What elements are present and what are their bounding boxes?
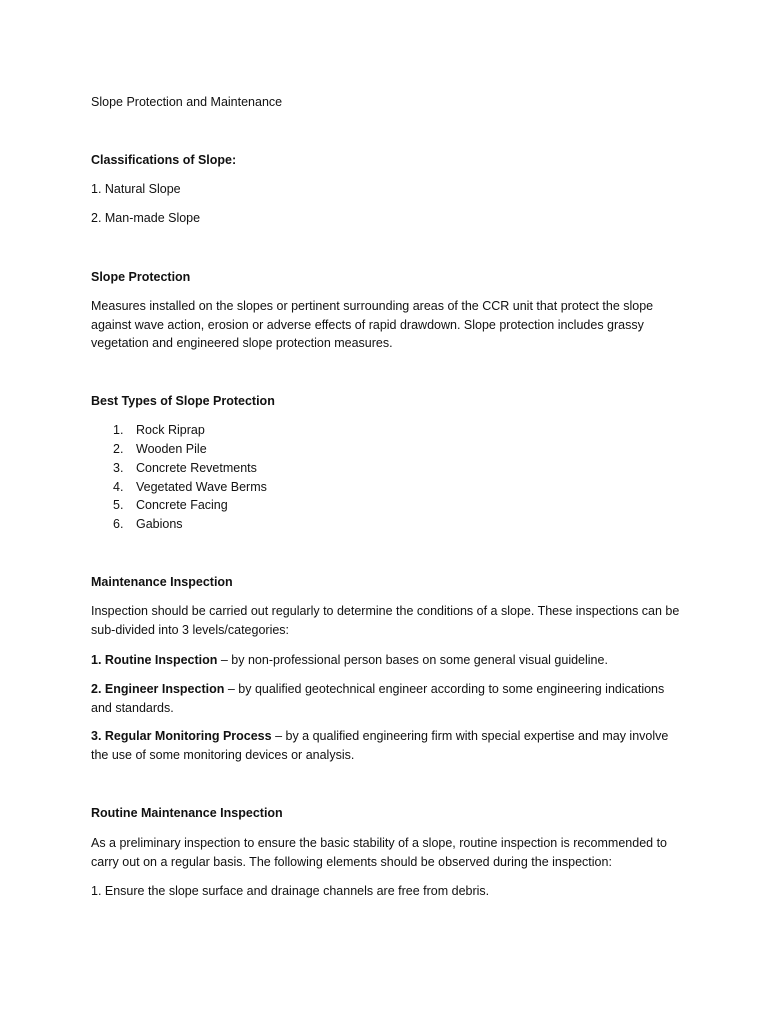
classifications-heading: Classifications of Slope: (91, 153, 237, 167)
maintenance-inspection-heading: Maintenance Inspection (91, 575, 233, 589)
routine-maintenance-item: 1. Ensure the slope surface and drainage channels are free from debris. (91, 884, 490, 898)
inspection-level-label: 2. Engineer Inspection (91, 682, 225, 696)
inspection-level (91, 651, 681, 670)
inspection-level-label: 1. Routine Inspection (91, 653, 218, 667)
list-text: Concrete Revetments (136, 461, 257, 475)
list-text: Concrete Facing (136, 498, 228, 512)
inspection-level-text: – by a qualified engineering firm with special expertise and may involve the use of some monitoring devices or analysis. (91, 729, 669, 762)
list-text: Rock Riprap (136, 423, 205, 437)
list-number: 2. (113, 442, 124, 456)
routine-maintenance-intro: As a preliminary inspection to ensure the basic stability of a slope, routine inspection is recommended to carry out on a regular basis. The following elements should be observed during the inspection: (91, 836, 667, 869)
list-text: Gabions (136, 517, 183, 531)
classification-item: 1. Natural Slope (91, 182, 181, 196)
inspection-level-text: – by qualified geotechnical engineer according to some engineering indications and standards. (91, 682, 665, 715)
slope-protection-body: Measures installed on the slopes or pertinent surrounding areas of the CCR unit that protect the slope against wave action, erosion or adverse effects of rapid drawdown. Slope protection includes grassy vegetation and engineered slope protection measures. (91, 299, 654, 350)
list-number: 5. (113, 498, 124, 512)
list-number: 1. (113, 423, 124, 437)
maintenance-inspection-intro: Inspection should be carried out regularly to determine the conditions of a slope. These inspections can be sub-divided into 3 levels/categories: (91, 604, 680, 637)
list-number: 3. (113, 461, 124, 475)
classification-item: 2. Man-made Slope (91, 211, 201, 225)
list-text: Vegetated Wave Berms (136, 480, 267, 494)
list-number: 4. (113, 480, 124, 494)
inspection-level-text: – by non-professional person bases on some general visual guideline. (217, 653, 608, 667)
document-title: Slope Protection and Maintenance (91, 95, 283, 109)
inspection-level-label: 3. Regular Monitoring Process (91, 729, 272, 743)
inspection-level (91, 680, 681, 717)
list-text: Wooden Pile (136, 442, 207, 456)
slope-protection-heading: Slope Protection (91, 270, 191, 284)
inspection-level (91, 727, 681, 764)
routine-maintenance-heading: Routine Maintenance Inspection (91, 806, 283, 820)
best-types-heading: Best Types of Slope Protection (91, 394, 275, 408)
list-number: 6. (113, 517, 124, 531)
